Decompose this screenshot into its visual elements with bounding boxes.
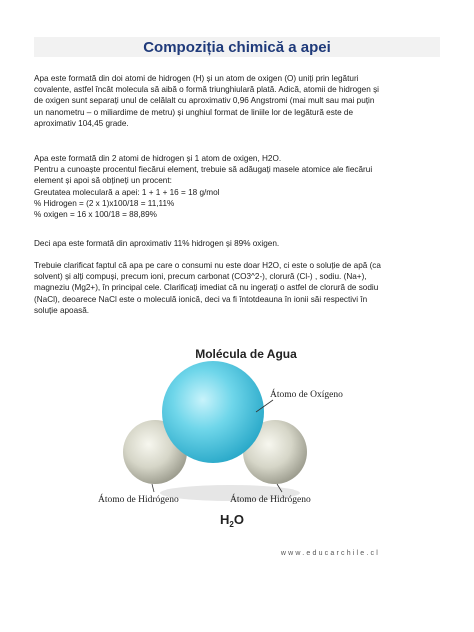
text-line: un nanometru – o miliardime de metru) și unghiul format de liniile lor de legătură este de [34, 107, 354, 117]
text-line: % Hidrogen = (2 x 1)x100/18 = 11,11% [34, 198, 175, 208]
title-bar [34, 37, 440, 57]
hydrogen-right-label: Átomo de Hidrógeno [230, 495, 311, 505]
text-line: de oxigen sunt separați unul de celălalt cu aproximativ 0,96 Angstromi (mai mult sau mai puțin [34, 96, 375, 106]
molecule-diagram [80, 340, 410, 570]
text-line: (NaCl), deoarece NaCl este o moleculă ionică, deci va fi întotdeauna în ionii săi respectivi în [34, 294, 368, 304]
hydrogen-left-pointer [152, 484, 154, 492]
text-line: Trebuie clarificat faptul că apa pe care o consumi nu este doar H2O, ci este o soluție de apă (ca [34, 261, 381, 270]
text-line: % oxigen = 16 x 100/18 = 88,89% [34, 210, 157, 220]
text-line: Apa este formată din 2 atomi de hidrogen și 1 atom de oxigen, H2O. [34, 154, 282, 163]
paragraph-solution [34, 260, 446, 316]
text-line: Greutatea moleculară a apei: 1 + 1 + 16 = 18 g/mol [34, 187, 220, 197]
text-line: solvent) și alți compuși, precum ioni, precum carbonat (CO3^2-), clorură (Cl-) , sodiu. (Na+), [34, 272, 367, 282]
chemical-formula: $H_2O$ [220, 512, 244, 529]
oxygen-label: Átomo de Oxígeno [270, 390, 343, 400]
text-line: magneziu (Mg2+), în principal cele. Clarificați imediat că nu ingerați o astfel de clorură de sodiu [34, 283, 379, 293]
page-title: Compoziția chimică a apei [143, 38, 331, 56]
text-line: element și apoi să obțineți un procent: [34, 176, 172, 186]
oxygen-atom [162, 361, 264, 463]
text-line: Pentru a cunoaște procentul fiecărui element, trebuie să adăugați masele atomice ale fiecărui [34, 165, 373, 175]
figure-title: Molécula de Agua [195, 347, 297, 361]
hydrogen-left-label: Átomo de Hidrógeno [98, 495, 179, 505]
water-molecule-figure [80, 340, 410, 570]
text-line: Deci apa este formată din aproximativ 11% hidrogen și 89% oxigen. [34, 239, 280, 248]
text-line: aproximativ 104,45 grade. [34, 118, 129, 128]
paragraph-conclusion [34, 238, 446, 249]
paragraph-structure [34, 73, 446, 129]
text-line: soluție apoasă. [34, 305, 90, 315]
text-line: covalente, astfel încât molecula să aibă o formă triunghiulară plată. Adică, atomii de hidrogen și [34, 85, 379, 95]
source-watermark: www.educarchile.cl [280, 550, 380, 557]
text-line: Apa este formată din doi atomi de hidrogen (H) și un atom de oxigen (O) uniți prin legături [34, 74, 359, 83]
paragraph-percentages [34, 153, 446, 220]
